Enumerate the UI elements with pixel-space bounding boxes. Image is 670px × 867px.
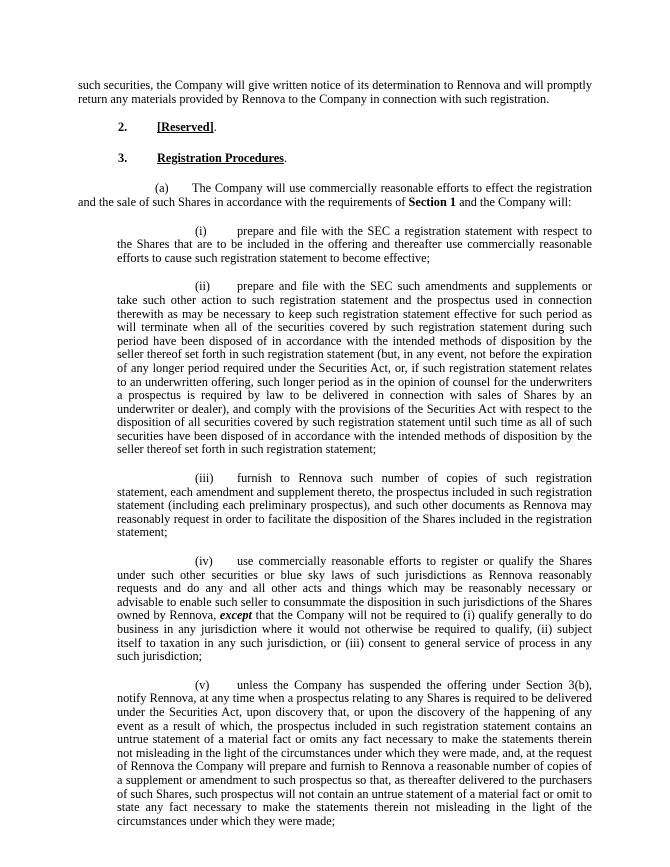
paragraph-a-text-before: The Company will use commercially reasonable efforts to effect the registration and the sale of such Shares in accordance with the requirements of	[78, 181, 592, 209]
section-3-title: Registration Procedures	[157, 150, 284, 165]
subitem-i-text: prepare and file with the SEC a registration statement with respect to the Shares that are to be included in the offering and thereafter use commercially reasonable efforts to cause such registration statement to become effective;	[117, 223, 592, 265]
section-1-reference: Section 1	[408, 194, 457, 209]
subitem-i	[117, 225, 592, 266]
subitem-iv	[117, 555, 592, 664]
subitem-ii-text: prepare and file with the SEC such amendments and supplements or take such other action to such registration statement and the prospectus used in connection therewith as may be necessary to keep such registration statement effective for such period as will terminate when all of the securities covered by such registration statement during such period have been disposed of in accordance with the intended methods of disposition by the seller thereof set forth in such registration statement (but, in any event, not before the expiration of any longer period required under the Securities Act, or, if such registration statement relates to an underwritten offering, such longer period as in the opinion of counsel for the underwriters a prospectus is required by law to be delivered in connection with sales of Shares by an underwriter or dealer), and comply with the provisions of the Securities Act with respect to the disposition of all securities covered by such registration statement until such time as all of such securities have been disposed of in accordance with the intended methods of disposition by the seller thereof set forth in such registration statement;	[117, 279, 592, 457]
section-2-suffix: .	[213, 120, 217, 135]
subitem-ii	[117, 280, 592, 457]
subitem-iv-text-before: use commercially reasonable efforts to register or qualify the Shares under such other securities or blue sky laws of such jurisdictions as Rennova reasonably requests and do any and all other acts and things which may be reasonably necessary or advisable to enable such seller to consummate the disposition in such jurisdictions of the Shares owned by Rennova,	[117, 554, 592, 623]
section-3-number: 3.	[118, 150, 128, 165]
paragraph-a-label: (a)	[155, 181, 169, 196]
paragraph-a	[78, 182, 592, 209]
section-2-heading	[78, 121, 592, 135]
subitem-i-label: (i)	[195, 223, 207, 238]
subitem-iii	[117, 472, 592, 540]
subitem-iv-label: (iv)	[195, 554, 213, 569]
subitem-ii-label: (ii)	[195, 279, 211, 294]
subitem-iii-label: (iii)	[195, 471, 214, 486]
section-2-number: 2.	[118, 120, 128, 135]
subitem-iv-text-after: that the Company will not be required to (i) qualify generally to do business in any jurisdiction where it would not otherwise be required to qualify, (ii) subject itself to taxation in any such jurisdiction, or (iii) consent to general service of process in any such jurisdiction;	[117, 608, 593, 664]
except-emphasis: except	[219, 608, 252, 623]
paragraph-a-text-after: and the Company will:	[456, 194, 572, 209]
subitem-v-label: (v)	[195, 677, 210, 692]
section-3-heading	[78, 152, 592, 166]
section-3-suffix: .	[283, 150, 288, 165]
subitem-v	[117, 679, 592, 829]
section-2-title: [Reserved]	[157, 120, 214, 135]
intro-paragraph: such securities, the Company will give written notice of its determination to Rennova and will promptly return any materials provided by Rennova to the Company in connection with such registration.	[78, 78, 592, 106]
subitem-iii-text: furnish to Rennova such number of copies of such registration statement, each amendment and supplement thereto, the prospectus included in such registration statement (including each preliminary prospectus), and such other documents as Rennova may reasonably request in order to facilitate the disposition of the Shares included in the registration statement;	[117, 471, 592, 540]
subitem-v-text: unless the Company has suspended the offering under Section 3(b), notify Rennova, at any time when a prospectus relating to any Shares is required to be delivered under the Securities Act, upon discovery that, or upon the discovery of the happening of any event as a result of which, the prospectus included in such registration statement contains an untrue statement of a material fact or omits any fact necessary to make the statements therein not misleading in the light of the circumstances under which they were made, and, at the request of Rennova the Company will prepare and furnish to Rennova a reasonable number of copies of a supplement or amendment to such prospectus so that, as thereafter delivered to the purchasers of such Shares, such prospectus will not contain an untrue statement of a material fact or omit to state any fact necessary to make the statements therein not misleading in the light of the circumstances under which they were made;	[117, 677, 592, 828]
